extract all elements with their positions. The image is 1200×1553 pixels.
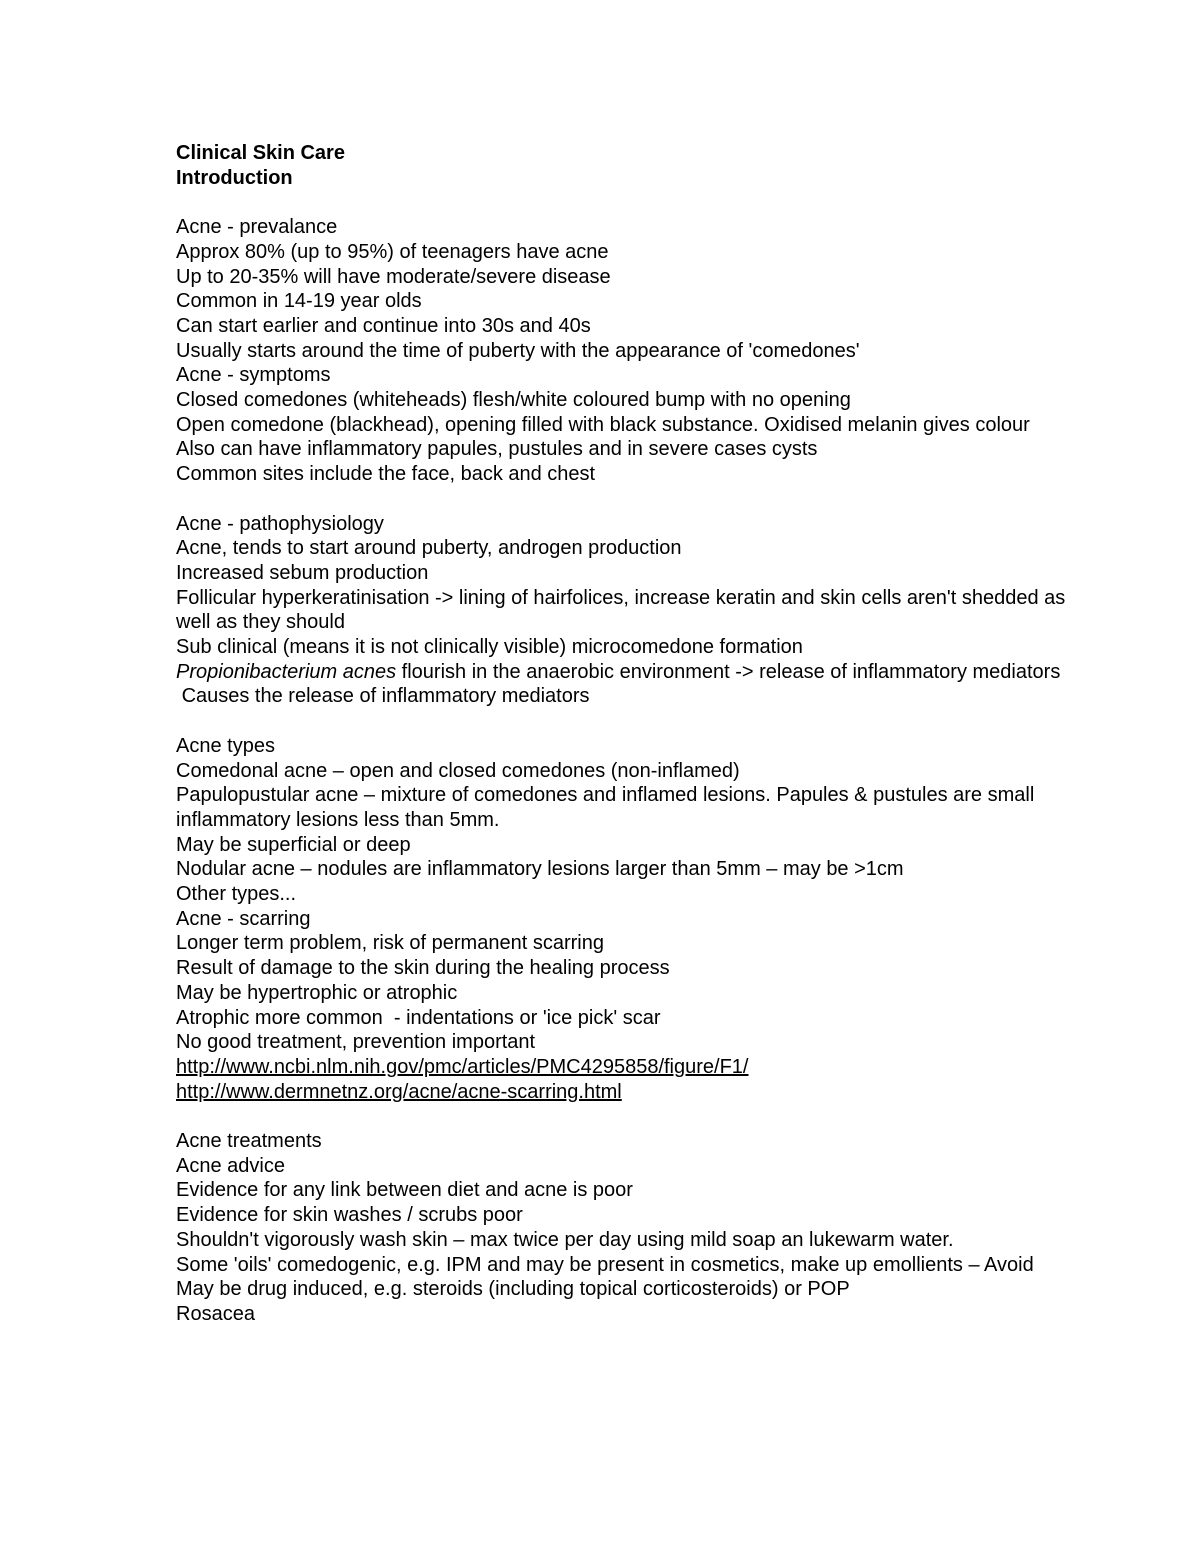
section-heading-prevalence: Acne - prevalance — [176, 216, 338, 239]
document-body — [176, 141, 1076, 1327]
bacteria-name: Propionibacterium acnes — [176, 660, 397, 683]
treatments-line: May be drug induced, e.g. steroids (including topical corticosteroids) or POP — [176, 1278, 850, 1301]
section-heading-pathophysiology: Acne - pathophysiology — [176, 512, 384, 535]
section-heading-symptoms: Acne - symptoms — [176, 364, 331, 387]
pathophysiology-release-line: Causes the release of inflammatory mediators — [176, 685, 590, 708]
scarring-line: Atrophic more common - indentations or 'ice pick' scar — [176, 1006, 661, 1029]
types-line: Other types... — [176, 883, 297, 906]
scarring-line: Result of damage to the skin during the healing process — [176, 957, 670, 980]
treatments-line: Acne advice — [176, 1154, 285, 1177]
treatments-line: Evidence for skin washes / scrubs poor — [176, 1204, 523, 1227]
types-line: Papulopustular acne – mixture of comedones and inflamed lesions. Papules & pustules are small inflammatory lesions less than 5mm. — [176, 784, 1040, 831]
prevalence-line: Usually starts around the time of puberty with the appearance of 'comedones' — [176, 339, 860, 362]
scarring-line: May be hypertrophic or atrophic — [176, 981, 458, 1004]
section-heading-treatments: Acne treatments — [176, 1130, 322, 1153]
scarring-line: Longer term problem, risk of permanent scarring — [176, 932, 604, 955]
types-line: Nodular acne – nodules are inflammatory lesions larger than 5mm – may be >1cm — [176, 858, 904, 881]
symptoms-line: Common sites include the face, back and chest — [176, 463, 596, 486]
bacteria-line — [176, 660, 1076, 685]
blank-line — [176, 1104, 1076, 1129]
document-title: Clinical Skin Care — [176, 142, 345, 164]
pathophysiology-line: Follicular hyperkeratinisation -> lining of hairfolices, increase keratin and skin cells aren't shedded as well as they should — [176, 586, 1071, 634]
document-subtitle: Introduction — [176, 166, 293, 189]
section-heading-scarring: Acne - scarring — [176, 907, 311, 930]
treatments-line: Some 'oils' comedogenic, e.g. IPM and may be present in cosmetics, make up emollients – Avoid — [176, 1253, 1034, 1276]
types-line: May be superficial or deep — [176, 833, 411, 856]
pathophysiology-line: Sub clinical (means it is not clinically visible) microcomedone formation — [176, 636, 803, 659]
prevalence-line: Can start earlier and continue into 30s and 40s — [176, 314, 591, 337]
blank-line — [176, 190, 1076, 215]
ncbi-link[interactable]: http://www.ncbi.nlm.nih.gov/pmc/articles/PMC4295858/figure/F1/ — [176, 1055, 749, 1078]
treatments-line: Evidence for any link between diet and acne is poor — [176, 1179, 633, 1202]
prevalence-line: Up to 20-35% will have moderate/severe disease — [176, 265, 611, 288]
treatments-line: Rosacea — [176, 1302, 255, 1325]
symptoms-line: Also can have inflammatory papules, pustules and in severe cases cysts — [176, 438, 818, 461]
pathophysiology-line: Increased sebum production — [176, 561, 429, 584]
prevalence-line: Common in 14-19 year olds — [176, 290, 422, 313]
scarring-line: No good treatment, prevention important — [176, 1031, 536, 1054]
treatments-line: Shouldn't vigorously wash skin – max twice per day using mild soap an lukewarm water. — [176, 1228, 954, 1251]
bacteria-text: flourish in the anaerobic environment -> release of inflammatory mediators — [396, 660, 1061, 683]
blank-line — [176, 709, 1076, 734]
blank-line — [176, 487, 1076, 512]
dermnet-link[interactable]: http://www.dermnetnz.org/acne/acne-scarring.html — [176, 1080, 622, 1103]
link-line — [176, 1055, 1076, 1080]
section-heading-types: Acne types — [176, 734, 275, 757]
symptoms-line: Closed comedones (whiteheads) flesh/white coloured bump with no opening — [176, 389, 851, 412]
types-line: Comedonal acne – open and closed comedones (non-inflamed) — [176, 759, 740, 782]
link-line — [176, 1080, 1076, 1105]
pathophysiology-line: Acne, tends to start around puberty, androgen production — [176, 537, 682, 560]
prevalence-line: Approx 80% (up to 95%) of teenagers have acne — [176, 240, 609, 263]
symptoms-line: Open comedone (blackhead), opening filled with black substance. Oxidised melanin gives colour — [176, 413, 1030, 436]
